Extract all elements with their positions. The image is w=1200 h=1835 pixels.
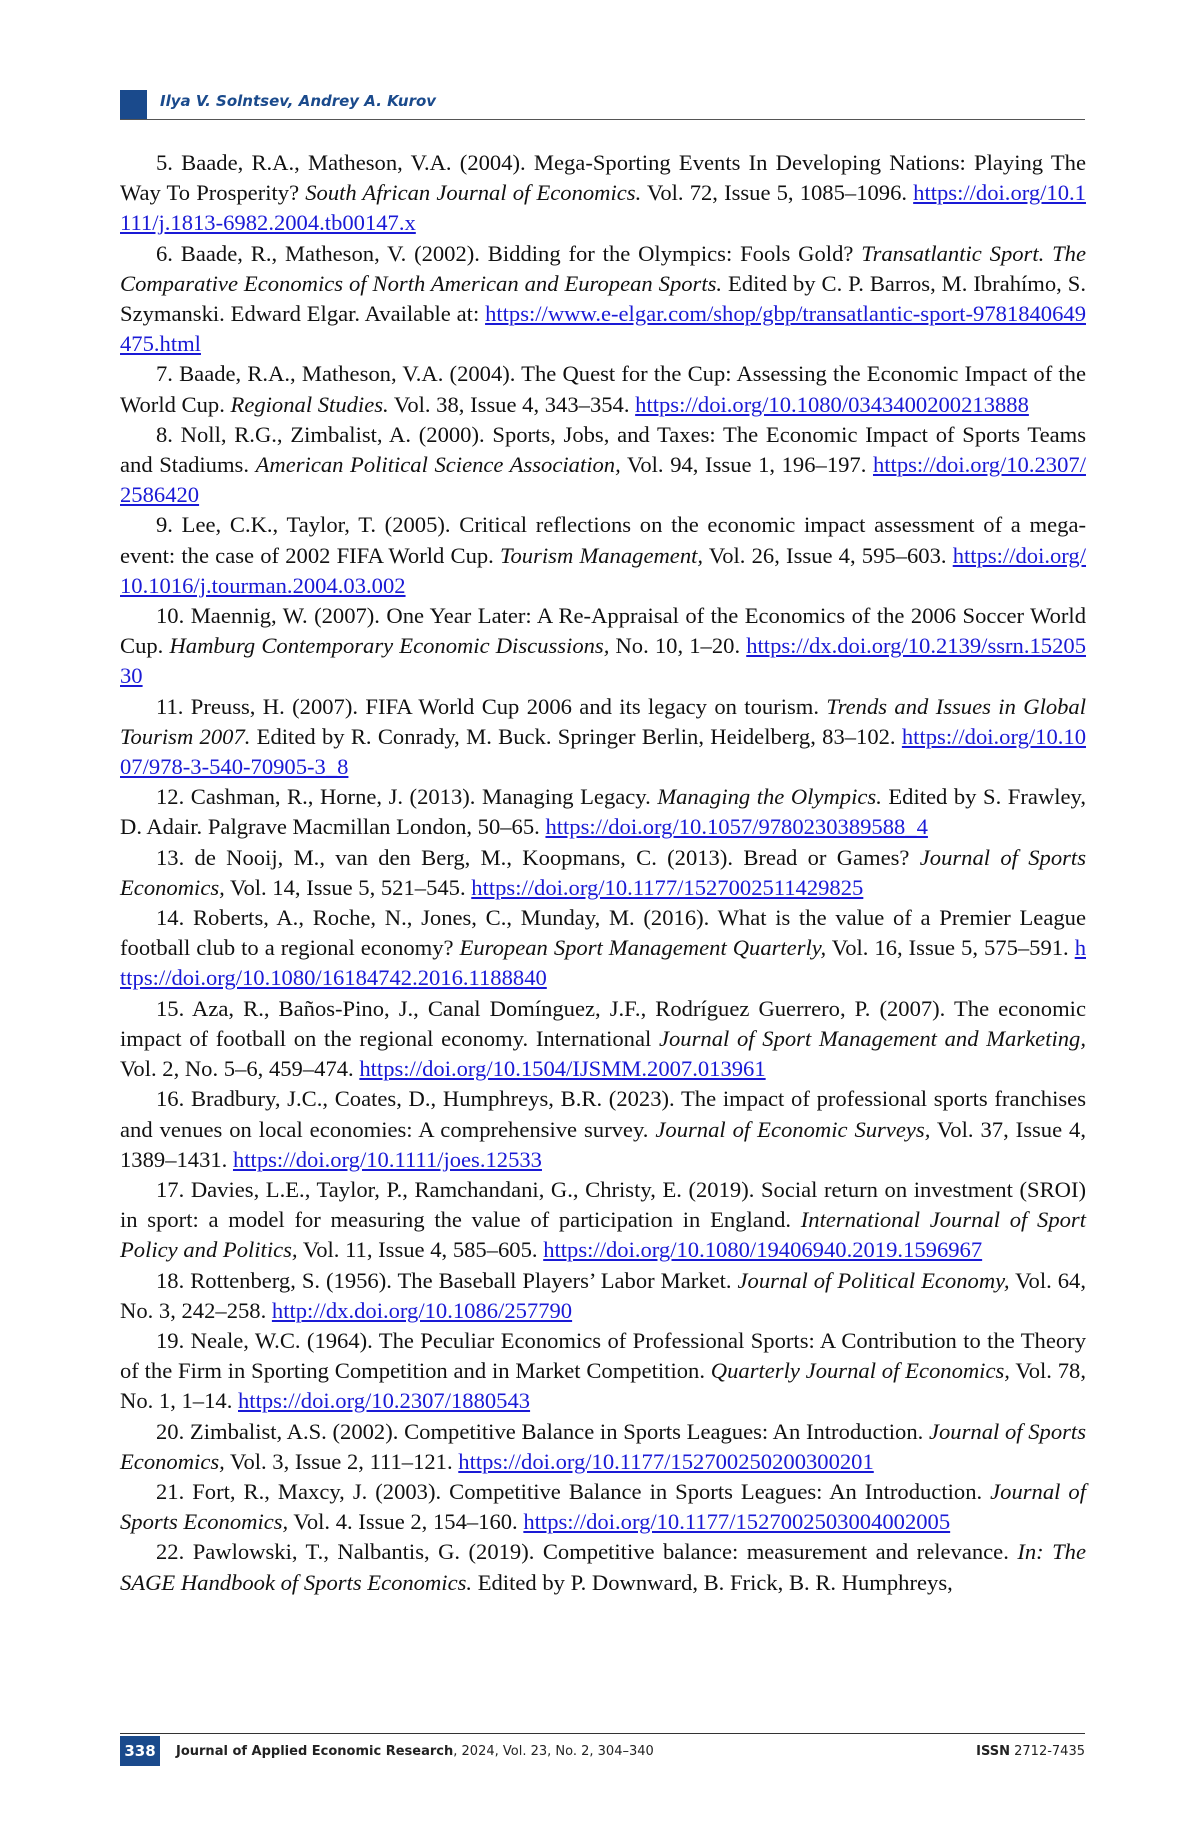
page-number: 338: [120, 1736, 160, 1766]
reference-source: Journal of Sports Economics,: [120, 1418, 1086, 1474]
reference-doi-link[interactable]: https://doi.org/10.1080/19406940.2019.1596967: [543, 1237, 983, 1263]
reference-doi-link[interactable]: https://doi.org/10.1177/1527002503004002005: [523, 1509, 951, 1535]
reference-doi-link[interactable]: https://doi.org/10.1177/1527002511429825: [471, 874, 864, 900]
reference-details: Vol. 2, No. 5–6, 459–474.: [120, 1056, 360, 1082]
reference-doi-link[interactable]: https://doi.org/10.1111/j.1813-6982.2004.tb00147.x: [120, 180, 1086, 236]
reference-details: Vol. 64, No. 3, 242–258.: [120, 1267, 1086, 1323]
reference-details: Edited by P. Downward, B. Frick, B. R. Humphreys,: [472, 1569, 953, 1595]
reference-doi-link[interactable]: https://doi.org/10.1111/joes.12533: [232, 1146, 542, 1172]
reference-doi-link[interactable]: https://doi.org/10.2307/1880543: [238, 1388, 531, 1414]
reference-item: [120, 903, 1086, 994]
reference-source: Transatlantic Sport. The Comparative Economics of North American and European Sports.: [120, 240, 1086, 296]
reference-doi-link[interactable]: https://doi.org/10.1504/IJSMM.2007.013961: [359, 1056, 766, 1082]
reference-doi-link[interactable]: http://dx.doi.org/10.1086/257790: [271, 1297, 573, 1323]
header-accent-bar: [120, 90, 147, 120]
reference-doi-link[interactable]: https://doi.org/10.1007/978-3-540-70905-3_8: [120, 723, 1086, 780]
footer-journal: [176, 1744, 654, 1759]
reference-item: [120, 1266, 1086, 1326]
journal-details: , 2024, Vol. 23, No. 2, 304–340: [453, 1744, 654, 1759]
reference-item: [120, 1477, 1086, 1537]
reference-details: Vol. 14, Issue 5, 521–545.: [224, 874, 472, 900]
reference-text: 6. Baade, R., Matheson, V. (2002). Bidding for the Olympics: Fools Gold?: [156, 240, 862, 266]
reference-doi-link[interactable]: https://www.e-elgar.com/shop/gbp/transatlantic-sport-9781840649475.html: [120, 301, 1086, 357]
reference-text: 15. Aza, R., Baños-Pino, J., Canal Domínguez, J.F., Rodríguez Guerrero, P. (2007). The economic impact of football on the regional economy. International: [120, 995, 1086, 1051]
reference-doi-link[interactable]: https://doi.org/10.1057/9780230389588_4: [545, 814, 928, 840]
reference-item: [120, 782, 1086, 842]
reference-details: Vol. 26, Issue 4, 595–603.: [703, 542, 953, 568]
footer-issn: [976, 1744, 1085, 1759]
reference-item: [120, 420, 1086, 511]
reference-text: 5. Baade, R.A., Matheson, V.A. (2004). Mega-Sporting Events In Developing Nations: Playing The Way To Prosperity?: [120, 150, 1086, 206]
reference-text: 22. Pawlowski, T., Nalbantis, G. (2019). Competitive balance: measurement and relevance.: [156, 1539, 1018, 1565]
reference-source: Trends and Issues in Global Tourism 2007.: [120, 693, 1087, 749]
reference-item: [120, 601, 1086, 692]
reference-source: Journal of Sports Economics,: [120, 844, 1086, 900]
reference-doi-link[interactable]: https://doi.org/10.1080/16184742.2016.1188840: [120, 935, 1086, 991]
reference-source: Hamburg Contemporary Economic Discussions,: [169, 633, 610, 659]
reference-source: In: The SAGE Handbook of Sports Economics.: [120, 1539, 1086, 1595]
reference-source: International Journal of Sport Policy and Politics,: [120, 1207, 1086, 1263]
reference-item: [120, 994, 1086, 1085]
footer-rule: [120, 1733, 1085, 1734]
reference-details: Vol. 78, No. 1, 1–14.: [120, 1358, 1086, 1414]
journal-name: Journal of Applied Economic Research: [176, 1744, 454, 1759]
reference-text: 19. Neale, W.C. (1964). The Peculiar Economics of Professional Sports: A Contribution to the Theory of the Firm in Sporting Competition and in Market Competition.: [120, 1327, 1086, 1384]
reference-text: 7. Baade, R.A., Matheson, V.A. (2004). The Quest for the Cup: Assessing the Economic Impact of the World Cup.: [120, 361, 1086, 417]
reference-text: 18. Rottenberg, S. (1956). The Baseball Players’ Labor Market.: [156, 1267, 738, 1293]
reference-source: South African Journal of Economics.: [305, 180, 642, 206]
reference-details: Vol. 94, Issue 1, 196–197.: [620, 452, 873, 478]
reference-source: Managing the Olympics.: [657, 784, 882, 810]
reference-doi-link[interactable]: https://doi.org/10.2307/2586420: [120, 452, 1086, 508]
header-rule: [120, 119, 1085, 120]
reference-item: [120, 843, 1086, 903]
reference-source: Tourism Management,: [500, 542, 704, 568]
reference-details: Vol. 3, Issue 2, 111–121.: [224, 1448, 459, 1474]
reference-text: 12. Cashman, R., Horne, J. (2013). Managing Legacy.: [156, 784, 658, 810]
reference-details: Vol. 38, Issue 4, 343–354.: [388, 391, 636, 417]
reference-source: American Political Science Association,: [255, 452, 621, 478]
reference-text: 8. Noll, R.G., Zimbalist, A. (2000). Sports, Jobs, and Taxes: The Economic Impact of Sports Teams and Stadiums.: [120, 421, 1086, 478]
reference-item: [120, 692, 1086, 783]
reference-item: [120, 148, 1086, 239]
reference-source: Regional Studies.: [230, 391, 389, 417]
issn-label: ISSN: [976, 1744, 1010, 1759]
reference-text: 17. Davies, L.E., Taylor, P., Ramchandani, G., Christy, E. (2019). Social return on investment (SROI) in sport: a model for measuring the value of participation in England.: [120, 1176, 1086, 1233]
issn-value: 2712-7435: [1010, 1744, 1085, 1759]
running-header-authors: Ilya V. Solntsev, Andrey A. Kurov: [160, 92, 437, 110]
reference-source: Journal of Sport Management and Marketing,: [658, 1025, 1087, 1051]
reference-item: [120, 1084, 1086, 1175]
reference-source: Journal of Political Economy,: [737, 1267, 1010, 1293]
reference-source: Journal of Sports Economics,: [120, 1478, 1086, 1535]
reference-source: European Sport Management Quarterly,: [459, 935, 827, 961]
reference-item: [120, 1537, 1086, 1597]
reference-details: Vol. 16, Issue 5, 575–591.: [826, 935, 1075, 961]
reference-doi-link[interactable]: https://doi.org/10.1080/0343400200213888: [635, 391, 1029, 417]
reference-doi-link[interactable]: https://doi.org/10.1177/152700250200300201: [458, 1448, 874, 1474]
reference-text: 14. Roberts, A., Roche, N., Jones, C., Munday, M. (2016). What is the value of a Premier League football club to a regional economy?: [120, 905, 1086, 961]
reference-details: Vol. 37, Issue 4, 1389–1431.: [120, 1116, 1087, 1172]
reference-details: Vol. 4. Issue 2, 154–160.: [288, 1509, 524, 1535]
reference-details: Edited by S. Frawley, D. Adair. Palgrave Macmillan London, 50–65.: [120, 784, 1086, 840]
reference-text: 10. Maennig, W. (2007). One Year Later: A Re-Appraisal of the Economics of the 2006 Soccer World Cup.: [120, 603, 1086, 659]
reference-list: [120, 148, 1086, 1598]
reference-item: [120, 359, 1086, 419]
reference-item: [120, 1175, 1086, 1266]
reference-source: Quarterly Journal of Economics,: [710, 1358, 1010, 1384]
reference-doi-link[interactable]: https://doi.org/10.1016/j.tourman.2004.03.002: [120, 542, 1086, 598]
reference-details: Vol. 72, Issue 5, 1085–1096.: [641, 180, 914, 206]
reference-text: 13. de Nooij, M., van den Berg, M., Koopmans, C. (2013). Bread or Games?: [156, 844, 920, 870]
reference-details: Vol. 11, Issue 4, 585–605.: [297, 1237, 544, 1263]
reference-text: 16. Bradbury, J.C., Coates, D., Humphreys, B.R. (2023). The impact of professional sports franchises and venues on local economies: A comprehensive survey.: [120, 1086, 1086, 1142]
reference-text: 9. Lee, C.K., Taylor, T. (2005). Critical reflections on the economic impact assessment of a mega-event: the case of 2002 FIFA World Cup.: [120, 512, 1086, 568]
reference-item: [120, 510, 1086, 601]
reference-text: 11. Preuss, H. (2007). FIFA World Cup 2006 and its legacy on tourism.: [156, 693, 827, 719]
reference-item: [120, 1326, 1086, 1417]
reference-item: [120, 239, 1086, 360]
reference-text: 20. Zimbalist, A.S. (2002). Competitive Balance in Sports Leagues: An Introduction.: [156, 1418, 929, 1444]
reference-doi-link[interactable]: https://dx.doi.org/10.2139/ssrn.1520530: [120, 633, 1086, 689]
reference-text: 21. Fort, R., Maxcy, J. (2003). Competitive Balance in Sports Leagues: An Introduction.: [156, 1478, 991, 1504]
reference-item: [120, 1417, 1086, 1477]
reference-source: Journal of Economic Surveys,: [655, 1116, 931, 1142]
reference-details: Edited by C. P. Barros, M. Ibrahímo, S. Szymanski. Edward Elgar. Available at:: [120, 270, 1086, 327]
reference-details: No. 10, 1–20.: [609, 633, 747, 659]
reference-details: Edited by R. Conrady, M. Buck. Springer Berlin, Heidelberg, 83–102.: [250, 723, 902, 749]
